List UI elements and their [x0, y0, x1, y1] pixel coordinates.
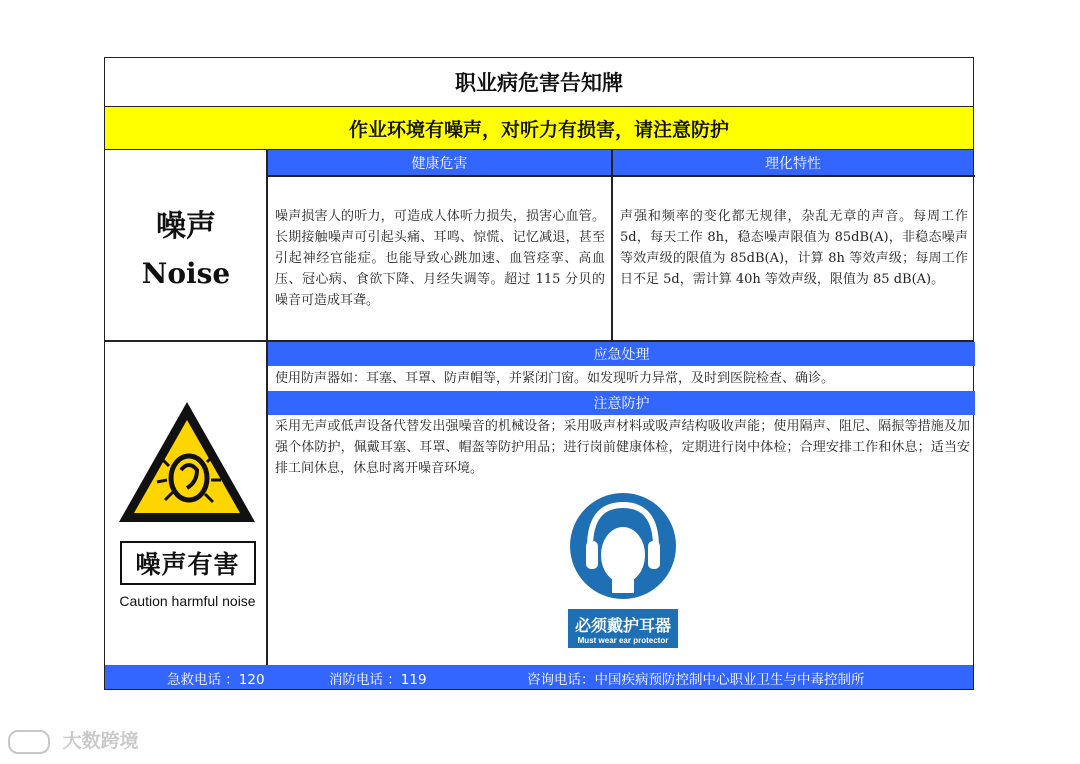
noise-warning-sign	[115, 396, 260, 666]
noise-warning-label-en: Caution harmful noise	[119, 593, 256, 609]
noise-warning-label-cn: 噪声有害	[120, 541, 256, 585]
watermark-logo-icon	[8, 730, 50, 754]
emergency-phone: 急救电话 ：120	[167, 672, 265, 688]
noise-warning-triangle-icon	[115, 396, 260, 531]
emergency-header: 应急处理	[268, 342, 975, 366]
emergency-text: 使用防声器如：耳塞、耳罩、防声帽等，并紧闭门窗。如发现听力异常，及时到医院检查、确诊。	[275, 371, 835, 386]
ear-protector-label-cn: 必须戴护耳器	[574, 616, 671, 635]
hazard-name-cn: 噪声	[156, 209, 216, 244]
notice-board	[104, 57, 974, 690]
protection-header: 注意防护	[268, 391, 975, 415]
header-underline	[268, 175, 975, 177]
fire-phone: 消防电话 ：119	[329, 672, 427, 688]
protection-text: 采用无声或低声设备代替发出强噪音的机械设备；采用吸声材料或吸声结构吸收声能；使用隔声、阻尼、隔振等措施及加强个体防护，佩戴耳塞、耳罩、帽盔等防护用品；进行岗前健康体检，定期进行岗中体检；合理安排工作和休息；适当安排工间休息，休息时离开噪音环境。	[275, 419, 970, 476]
hazard-name-en: Noise	[141, 257, 231, 290]
ear-protector-label-en: Must wear ear protector	[577, 636, 669, 645]
warning-banner: 作业环境有噪声，对听力有损害，请注意防护	[105, 107, 973, 150]
ear-protector-sign	[568, 491, 678, 657]
footer-bar	[105, 665, 973, 689]
ear-protector-label	[568, 609, 678, 648]
watermark	[8, 726, 139, 754]
health-hazard-header: 健康危害	[268, 150, 611, 175]
ear-protector-icon	[568, 491, 678, 601]
properties-header: 理化特性	[613, 150, 973, 175]
watermark-text: 大数跨境	[62, 730, 139, 752]
hazard-name-cell	[105, 150, 267, 341]
board-title: 职业病危害告知牌	[105, 58, 973, 107]
health-hazard-text: 噪声损害人的听力，可造成人体听力损失，损害心血管。长期接触噪声可引起头痛、耳鸣、惊慌、记忆减退，甚至引起神经官能症。也能导致心跳加速、血管痉挛、高血压、冠心病、食欲下降、月经失调等。超过 115 分贝的噪音可造成耳聋。	[275, 209, 605, 308]
middle-divider	[611, 150, 613, 341]
properties-text: 声强和频率的变化都无规律，杂乱无章的声音。每周工作 5d，每天工作 8h，稳态噪声限值为 85dB(A)，非稳态噪声等效声级的限值为 85dB(A)，计算 8h 等效声级；每周工作日不足 5d，需计算 40h 等效声级，限值为 85 dB(A)。	[620, 209, 968, 287]
consult-phone: 咨询电话：中国疾病预防控制中心职业卫生与中毒控制所	[527, 672, 865, 688]
